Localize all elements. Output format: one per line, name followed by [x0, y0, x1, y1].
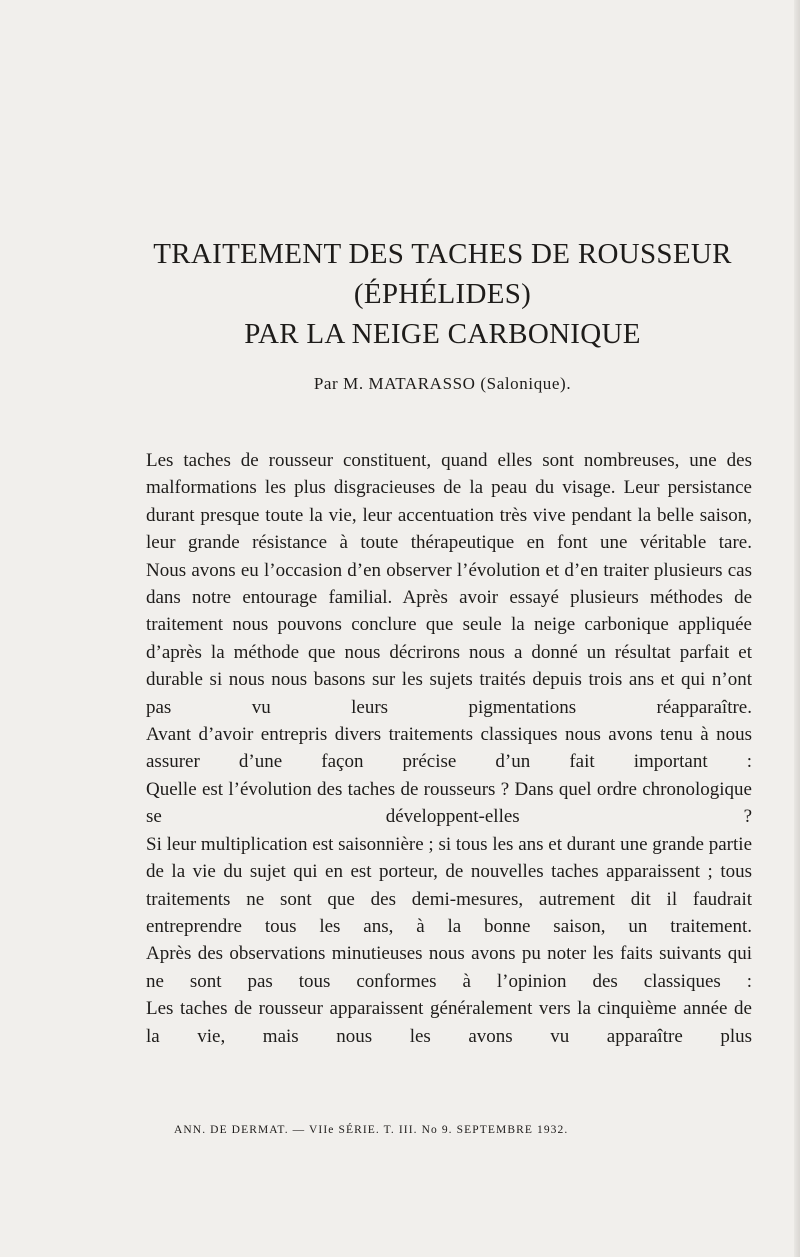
paragraph-6: Après des observations minutieuses nous avons pu noter les faits suivants qui ne sont pas tous conformes à l’opinion des classiques :: [146, 943, 752, 992]
paragraph-3: Avant d’avoir entrepris divers traitements classiques nous avons tenu à nous assurer d’une façon précise d’un fait important :: [146, 724, 752, 773]
article-body: [146, 447, 752, 1050]
paragraph-4: Quelle est l’évolution des taches de rousseurs ? Dans quel ordre chronologique se développent-elles ?: [146, 778, 752, 828]
paragraph-7: Les taches de rousseur apparaissent généralement vers la cinquième année de la vie, mais nous les avons vu apparaître plus: [146, 998, 752, 1047]
title-line-1: TRAITEMENT DES TACHES DE ROUSSEUR: [153, 238, 732, 270]
article-title: [100, 234, 785, 354]
journal-footer: ANN. DE DERMAT. — VIIe SÉRIE. T. III. No 9. SEPTEMBRE 1932.: [174, 1124, 569, 1136]
paragraph-2: Nous avons eu l’occasion d’en observer l’évolution et d’en traiter plusieurs cas dans notre entourage familial. Après avoir essayé plusieurs méthodes de traitement nous pouvons conclure que seule la neige carbonique appliquée d’après la méthode que nous décrirons nous a donné un résultat parfait et durable si nous nous basons sur les sujets traités depuis trois ans et qui n’ont pas vu leurs pigmentations réapparaître.: [146, 559, 752, 718]
paragraph-1: Les taches de rousseur constituent, quand elles sont nombreuses, une des malformations les plus disgracieuses de la peau du visage. Leur persistance durant presque toute la vie, leur accentuation très vive pendant la belle saison, leur grande résistance à toute thérapeutique en font une véritable tare.: [146, 450, 752, 554]
paragraph-5: Si leur multiplication est saisonnière ; si tous les ans et durant une grande partie de la vie du sujet qui en est porteur, de nouvelles taches apparaissent ; tous traitements ne sont que des demi-mesures, autrement dit il faudrait entreprendre tous les ans, à la bonne saison, un traitement.: [146, 833, 752, 937]
title-line-2: (ÉPHÉLIDES): [353, 278, 532, 310]
page-edge: [794, 0, 800, 1257]
author-byline: Par M. MATARASSO (Salonique).: [313, 374, 572, 393]
title-line-3: PAR LA NEIGE CARBONIQUE: [244, 318, 641, 350]
